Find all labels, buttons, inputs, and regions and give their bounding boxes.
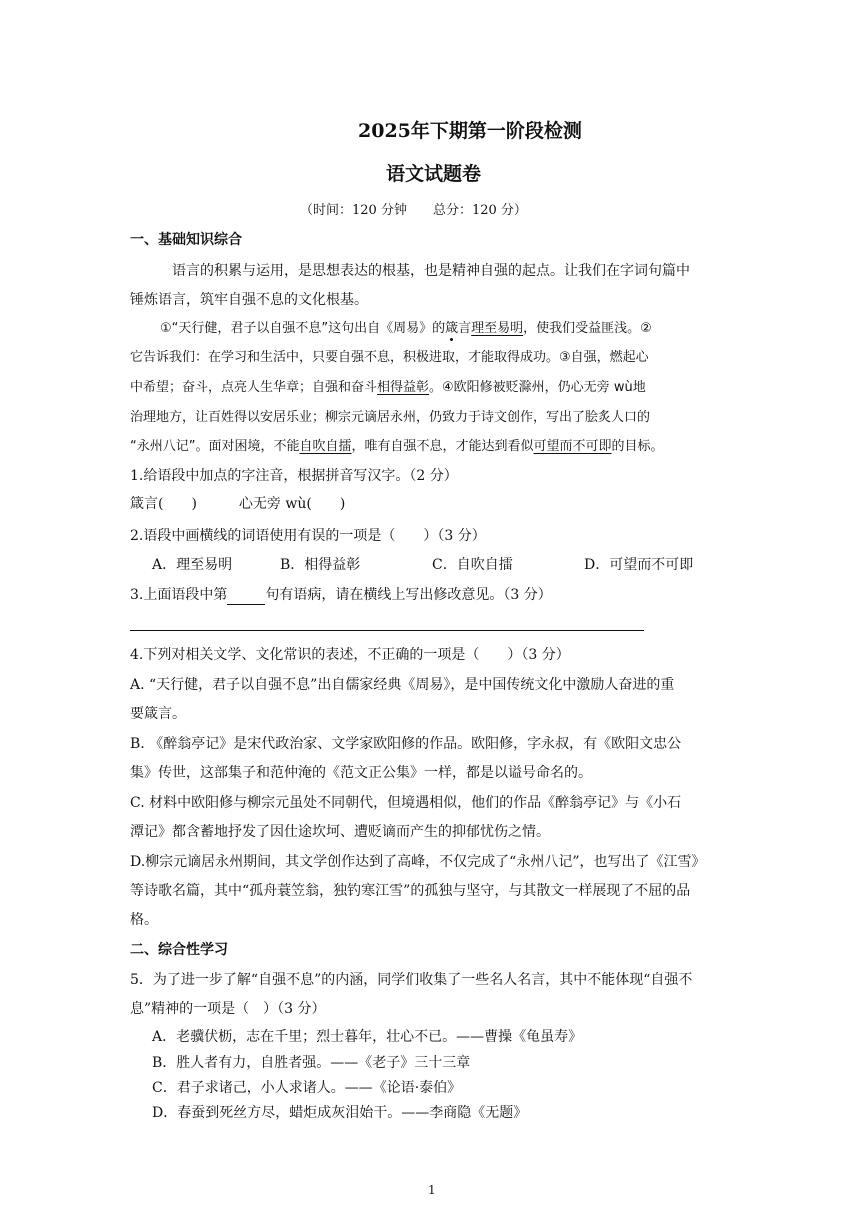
question-4-option-c: 潭记》都含蓄地抒发了因仕途坎坷、遭贬谪而产生的抑郁忧伤之情。 bbox=[130, 824, 550, 840]
underlined-term: 可望而不可即 bbox=[533, 439, 612, 454]
question-5-option-d: D．春蚕到死丝方尽，蜡炬成灰泪始干。——李商隐《无题》 bbox=[152, 1105, 528, 1121]
passage-line-3 bbox=[130, 378, 646, 398]
passage-text: ，使我们受益匪浅。② bbox=[523, 321, 652, 336]
dotted-char: 箴 bbox=[445, 321, 459, 336]
question-2-options bbox=[152, 555, 693, 575]
passage-text: 言 bbox=[458, 321, 472, 336]
question-1-fill: 箴言( ) 心无旁 wù( ) bbox=[130, 496, 346, 512]
question-4-option-c: C. 材料中欧阳修与柳宗元虽处不同朝代，但境遇相似，他们的作品《醉翁亭记》与《小石 bbox=[130, 795, 682, 811]
question-4-option-d: 格。 bbox=[130, 912, 158, 928]
section-1-heading: 一、基础知识综合 bbox=[130, 232, 242, 248]
passage-text: 中希望；奋斗，点亮人生华章；自强和奋斗 bbox=[130, 380, 378, 395]
question-3-stem bbox=[130, 585, 552, 605]
option-c: C．自吹自擂 bbox=[432, 557, 513, 573]
question-1-stem: 1.给语段中加点的字注音，根据拼音写汉字。（2 分） bbox=[130, 468, 458, 484]
question-5-option-c: C．君子求诸己，小人求诸人。——《论语·泰伯》 bbox=[152, 1080, 462, 1096]
intro-line-1: 语言的积累与运用，是思想表达的根基，也是精神自强的起点。让我们在字词句篇中 bbox=[172, 263, 690, 279]
question-4-option-b: B. 《醉翁亭记》是宋代政治家、文学家欧阳修的作品。欧阳修，字永叔，有《欧阳文忠公 bbox=[130, 736, 682, 752]
underlined-term: 理至易明 bbox=[471, 321, 524, 336]
question-5-option-a: A．老骥伏枥，志在千里；烈士暮年，壮心不已。——曹操《龟虽寿》 bbox=[152, 1029, 583, 1045]
passage-line-1 bbox=[160, 319, 652, 339]
exam-title: 2025年下期第一阶段检测 bbox=[358, 120, 582, 142]
page-number: 1 bbox=[428, 1183, 436, 1197]
underlined-term: 相得益彰 bbox=[377, 380, 430, 395]
passage-text: 。④欧阳修被贬滁州，仍心无旁 wù地 bbox=[429, 380, 646, 395]
question-5-stem: 5．为了进一步了解“自强不息”的内涵，同学们收集了一些名人名言，其中不能体现“自强不 bbox=[130, 972, 693, 988]
question-2-stem: 2.语段中画横线的词语使用有误的一项是（ ）（3 分） bbox=[130, 528, 486, 544]
exam-subtitle: 语文试题卷 bbox=[386, 163, 482, 185]
option-b: B．相得益彰 bbox=[280, 557, 361, 573]
passage-text: “永州八记”。面对困境，不能 bbox=[130, 439, 300, 454]
underlined-term: 自吹自擂 bbox=[299, 439, 352, 454]
option-a: A．理至易明 bbox=[152, 557, 233, 573]
section-2-heading: 二、综合性学习 bbox=[130, 942, 228, 958]
passage-line-5 bbox=[130, 437, 664, 457]
question-4-option-b: 集》传世，这部集子和范仲淹的《范文正公集》一样，都是以谥号命名的。 bbox=[130, 765, 592, 781]
answer-line[interactable] bbox=[130, 630, 644, 631]
passage-line-2: 它告诉我们：在学习和生活中，只要自强不息，积极进取，才能取得成功。③自强，燃起心 bbox=[130, 350, 649, 365]
question-4-stem: 4.下列对相关文学、文化常识的表述，不正确的一项是（ ）（3 分） bbox=[130, 647, 570, 663]
question-3-text: 3.上面语段中第 bbox=[130, 587, 228, 603]
question-4-option-d: D.柳宗元谪居永州期间，其文学创作达到了高峰，不仅完成了“永州八记”，也写出了《江雪》 bbox=[130, 854, 706, 870]
answer-blank[interactable] bbox=[227, 590, 265, 605]
question-3-text: 句有语病，请在横线上写出修改意见。（3 分） bbox=[265, 587, 552, 603]
passage-text: 的目标。 bbox=[611, 439, 664, 454]
question-5-stem: 息”精神的一项是（ ）（3 分） bbox=[130, 1001, 326, 1017]
question-4-option-d: 等诗歌名篇，其中“孤舟蓑笠翁，独钓寒江雪”的孤独与坚守，与其散文一样展现了不屈的品 bbox=[130, 883, 691, 899]
exam-info: （时间：120 分钟 总分：120 分） bbox=[300, 203, 527, 218]
passage-text: ，唯有自强不息，才能达到看似 bbox=[351, 439, 534, 454]
question-5-option-b: B．胜人者有力，自胜者强。——《老子》三十三章 bbox=[152, 1055, 471, 1071]
passage-text: ①“天行健，君子以自强不息”这句出自《周易》的 bbox=[160, 321, 446, 336]
option-d: D．可望而不可即 bbox=[584, 557, 694, 573]
passage-line-4: 治理地方，让百姓得以安居乐业；柳宗元谪居永州，仍致力于诗文创作，写出了脍炙人口的 bbox=[130, 410, 651, 425]
question-4-option-a: 要箴言。 bbox=[130, 706, 186, 722]
question-4-option-a: A. “天行健，君子以自强不息”出自儒家经典《周易》，是中国传统文化中激励人奋进的重 bbox=[130, 677, 675, 693]
intro-line-2: 锤炼语言，筑牢自强不息的文化根基。 bbox=[130, 292, 368, 308]
